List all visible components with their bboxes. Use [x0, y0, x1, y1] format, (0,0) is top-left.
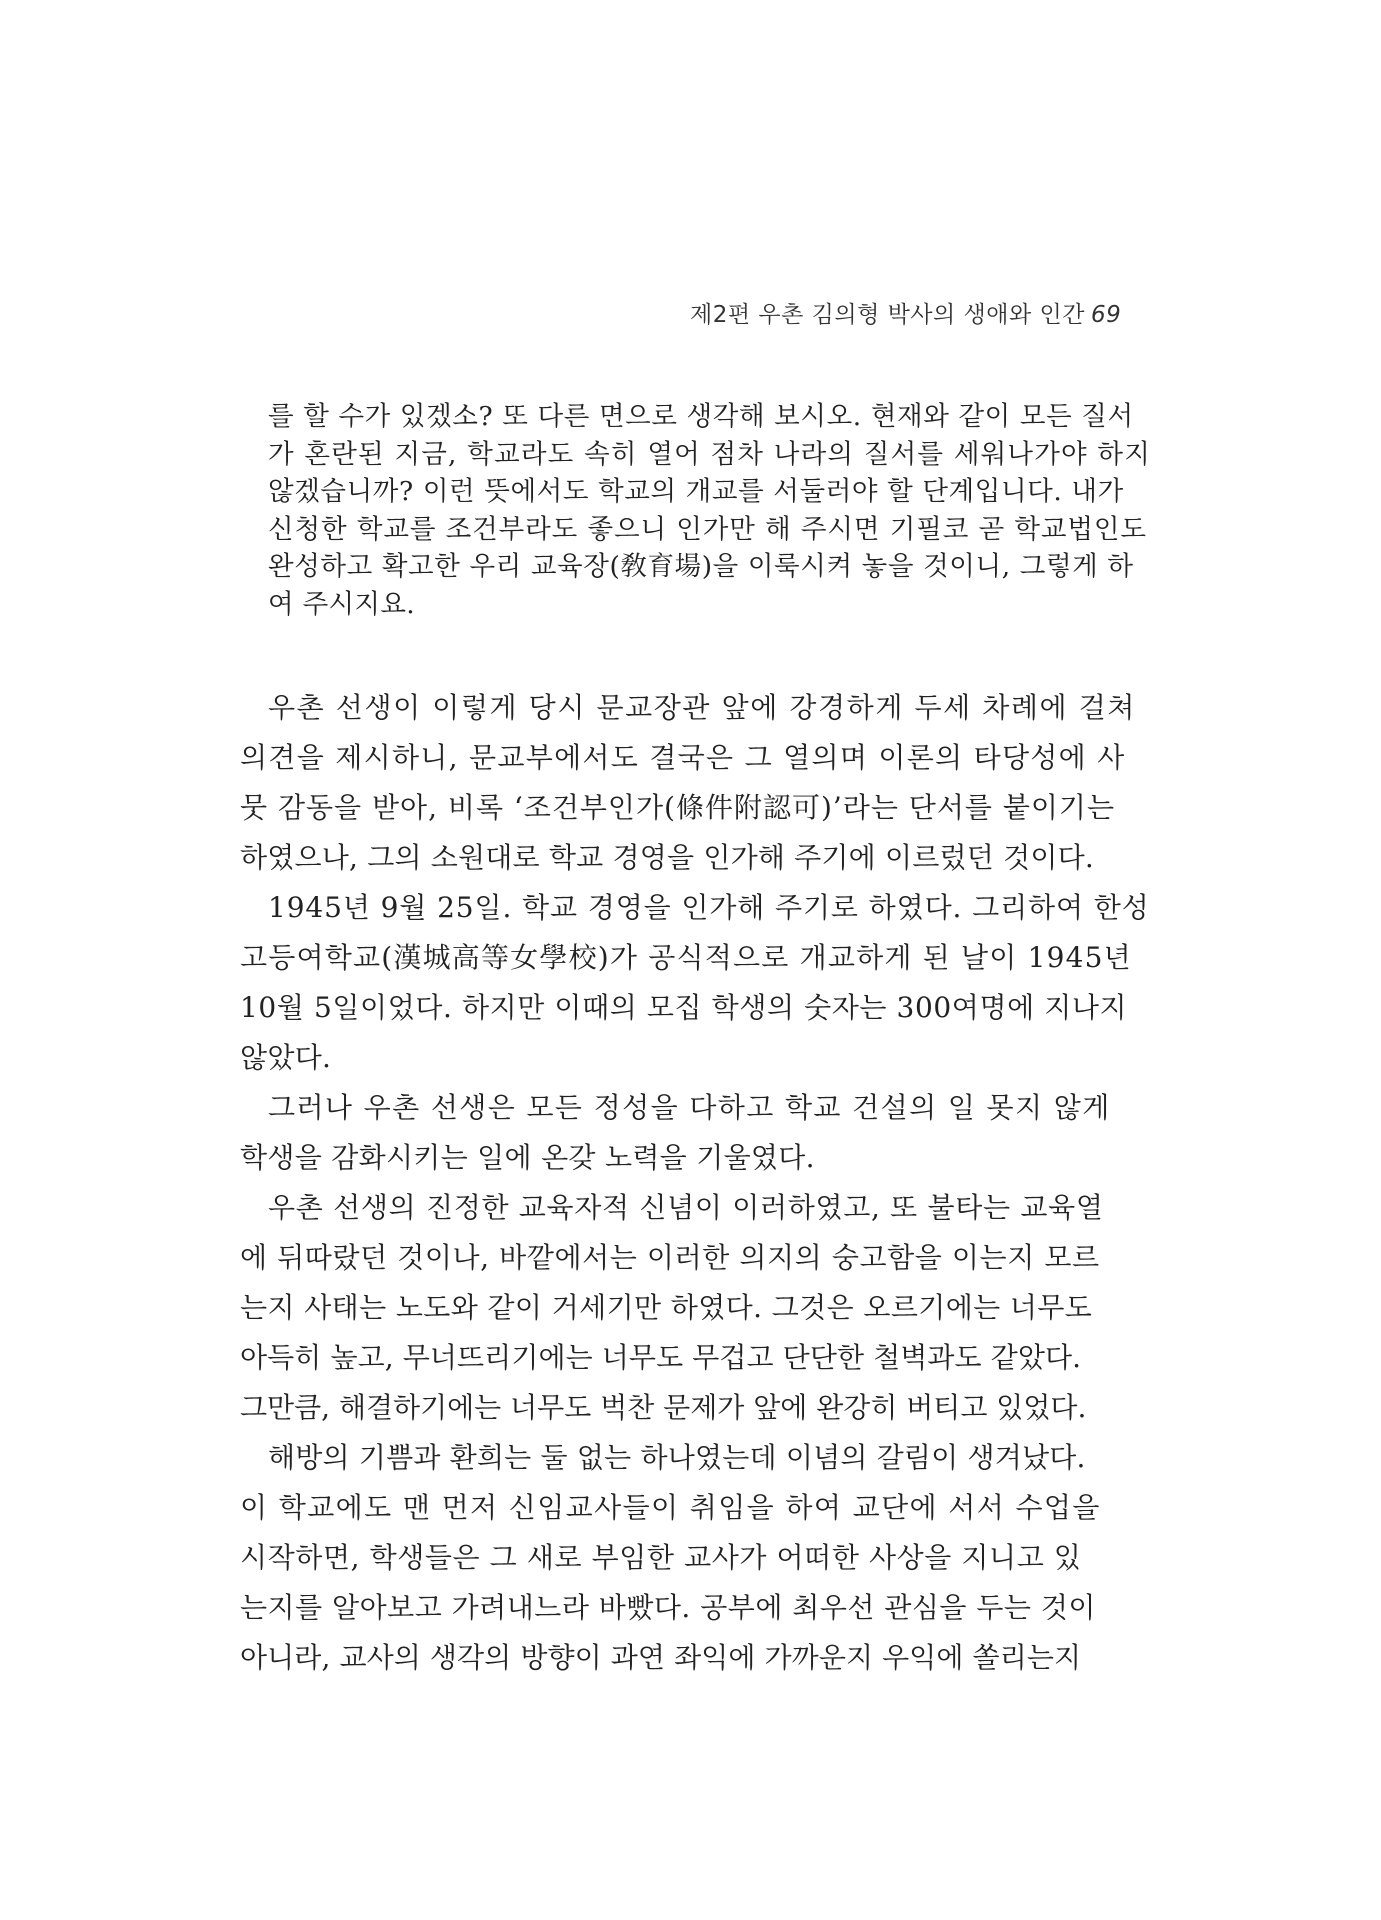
body-line: 고등여학교(漢城高等女學校)가 공식적으로 개교하게 된 날이 1945년	[240, 941, 1132, 974]
body-line: 뭇 감동을 받아, 비록 ‘조건부인가(條件附認可)’라는 단서를 붙이기는	[240, 791, 1116, 824]
body-line: 그러나 우촌 선생은 모든 정성을 다하고 학교 건설의 일 못지 않게	[268, 1091, 1111, 1124]
body-line: 않았다.	[240, 1041, 332, 1074]
body-line: 학생을 감화시키는 일에 온갖 노력을 기울였다.	[240, 1141, 815, 1174]
quote-line: 가 혼란된 지금, 학교라도 속히 열어 점차 나라의 질서를 세워나가야 하지	[268, 438, 1152, 470]
body-text	[240, 683, 1155, 1683]
body-line: 우촌 선생이 이렇게 당시 문교장관 앞에 강경하게 두세 차례에 걸쳐	[268, 691, 1137, 724]
quote-line: 를 할 수가 있겠소? 또 다른 면으로 생각해 보시오. 현재와 같이 모든 질서	[268, 401, 1134, 432]
body-line: 1945년 9월 25일. 학교 경영을 인가해 주기로 하였다. 그리하여 한성	[268, 891, 1150, 924]
body-line: 이 학교에도 맨 먼저 신임교사들이 취임을 하여 교단에 서서 수업을	[240, 1491, 1101, 1524]
body-line: 우촌 선생의 진정한 교육자적 신념이 이러하였고, 또 불타는 교육열	[268, 1191, 1104, 1224]
running-header	[690, 298, 1140, 332]
header-title: 제2편 우촌 김의형 박사의 생애와 인간	[690, 302, 1085, 328]
quote-line: 신청한 학교를 조건부라도 좋으니 인가만 해 주시면 기필코 곧 학교법인도	[268, 513, 1147, 545]
quote-line: 완성하고 확고한 우리 교육장(敎育場)을 이룩시켜 놓을 것이니, 그렇게 하	[268, 551, 1134, 582]
body-line: 의견을 제시하니, 문교부에서도 결국은 그 열의며 이론의 타당성에 사	[240, 741, 1126, 774]
quoted-speech-block	[268, 398, 1158, 623]
quote-line: 않겠습니까? 이런 뜻에서도 학교의 개교를 서둘러야 할 단계입니다. 내가	[268, 476, 1124, 507]
body-line: 그만큼, 해결하기에는 너무도 벅찬 문제가 앞에 완강히 버티고 있었다.	[240, 1391, 1087, 1424]
body-line: 는지를 알아보고 가려내느라 바빴다. 공부에 최우선 관심을 두는 것이	[240, 1591, 1096, 1624]
body-line: 는지 사태는 노도와 같이 거세기만 하였다. 그것은 오르기에는 너무도	[240, 1291, 1093, 1324]
body-line: 하였으나, 그의 소원대로 학교 경영을 인가해 주기에 이르렀던 것이다.	[240, 841, 1094, 874]
body-line: 해방의 기쁨과 환희는 둘 없는 하나였는데 이념의 갈림이 생겨났다.	[268, 1441, 1086, 1474]
body-line: 아득히 높고, 무너뜨리기에는 너무도 무겁고 단단한 철벽과도 같았다.	[240, 1341, 1082, 1374]
body-line: 10월 5일이었다. 하지만 이때의 모집 학생의 숫자는 300여명에 지나지	[240, 991, 1128, 1024]
quote-line: 여 주시지요.	[268, 588, 415, 620]
body-line: 에 뒤따랐던 것이나, 바깥에서는 이러한 의지의 숭고함을 이는지 모르	[240, 1241, 1100, 1274]
body-line: 시작하면, 학생들은 그 새로 부임한 교사가 어떠한 사상을 지니고 있	[240, 1541, 1082, 1574]
body-line: 아니라, 교사의 생각의 방향이 과연 좌익에 가까운지 우익에 쏠리는지	[240, 1641, 1082, 1674]
page-number: 69	[1090, 302, 1122, 328]
